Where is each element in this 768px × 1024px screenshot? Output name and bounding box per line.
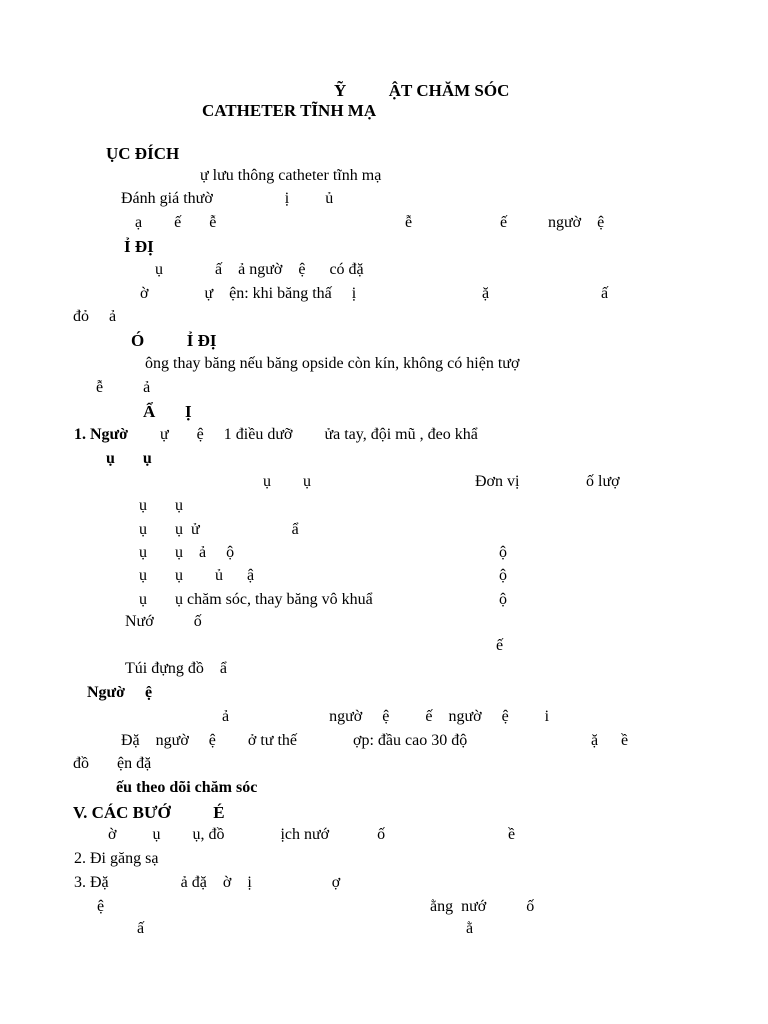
heading-muc-dich: ỤC ĐÍCH <box>106 144 180 163</box>
chi-dinh-line-3: đỏ ả <box>73 308 117 325</box>
chi-dinh-line-1: ụ ấ ả ngườ ệ có đặ <box>155 261 364 278</box>
nuoc-unit: ế <box>496 637 504 654</box>
chuan-bi-item-1-prefix: 1. Ngườ <box>74 426 129 443</box>
nguoi-benh-line-3: đồ ện đặ <box>73 755 152 772</box>
chi-dinh-line-2a: ờ ự ện: khi băng thấ ị <box>140 285 357 302</box>
step-5b: ằ <box>466 920 474 937</box>
muc-dich-line-3c: ế <box>500 214 508 231</box>
heading-chi-dinh: Ỉ ĐỊ <box>124 237 154 256</box>
chong-chi-dinh-line-1: ông thay băng nếu băng opside còn kín, không có hiện tượ <box>145 355 520 372</box>
muc-dich-line-3a: ạ ế ễ <box>135 214 217 231</box>
heading-chong-chi-dinh: Ó Ỉ ĐỊ <box>131 331 217 350</box>
table-row-1: ụ ụ <box>139 497 183 514</box>
step-5a: ấ <box>137 920 145 937</box>
table-row-5: ụ ụ chăm sóc, thay băng vô khuẩ <box>139 591 373 608</box>
step-3: 3. Đặ ả đặ ờ ị ợ <box>74 874 341 891</box>
phieu-theo-doi: ếu theo dõi chăm sóc <box>116 779 258 796</box>
document-title-line1: Ỹ ẬT CHĂM SÓC <box>334 81 510 100</box>
step-4b: ằng nướ ố <box>430 898 535 915</box>
muc-dich-line-1: ự lưu thông catheter tĩnh mạ <box>200 167 382 184</box>
step-2: 2. Đi găng sạ <box>74 850 159 867</box>
table-header-dung-cu: ụ ụ <box>263 473 311 490</box>
chuan-bi-item-1: ự ệ 1 điều dưỡ ửa tay, đội mũ , đeo khẩ <box>160 426 478 443</box>
heading-cac-buoc: V. CÁC BƯỚ É <box>73 803 225 822</box>
tui-dung-do: Túi đựng đồ ẩ <box>125 660 227 677</box>
step-1b: ề <box>508 826 516 843</box>
muc-dich-line-3b: ễ <box>405 214 413 231</box>
nguoi-benh-line-2b: ặ <box>591 732 599 749</box>
muc-dich-line-2: Đánh giá thườ ị ủ <box>121 190 334 207</box>
nguoi-benh-heading: Ngườ ệ <box>87 684 153 701</box>
muc-dich-line-3d: ngườ ệ <box>548 214 605 231</box>
chi-dinh-line-2c: ấ <box>601 285 609 302</box>
chi-dinh-line-2b: ặ <box>482 285 490 302</box>
heading-chuan-bi: Ẩ Ị <box>143 402 192 421</box>
document-title-line2: CATHETER TĨNH MẠ <box>202 101 377 120</box>
table-row-4: ụ ụ ủ ậ <box>139 567 255 584</box>
table-row-4-unit: ộ <box>499 567 507 584</box>
step-1a: ờ ụ ụ, đồ ịch nướ ố <box>108 826 386 843</box>
chuan-bi-sub-heading: ụ ụ <box>106 450 152 467</box>
table-header-don-vi: Đơn vị <box>475 473 520 490</box>
nguoi-benh-line-2c: ề <box>621 732 629 749</box>
chong-chi-dinh-line-2: ễ ả <box>96 379 151 396</box>
nguoi-benh-line-2a: Đặ ngườ ệ ở tư thế ợp: đầu cao 30 độ <box>121 732 468 749</box>
table-row-3: ụ ụ ả ộ <box>139 544 235 561</box>
nguoi-benh-line-1: ả ngườ ệ ế ngườ ệ i <box>222 708 550 725</box>
nuoc-line: Nướ ố <box>125 613 202 630</box>
step-4a: ệ <box>97 898 105 915</box>
table-row-2: ụ ụ ử ẩ <box>139 521 299 538</box>
table-row-3-unit: ộ <box>499 544 507 561</box>
table-row-5-unit: ộ <box>499 591 507 608</box>
table-header-so-luong: ố lượ <box>586 473 620 490</box>
